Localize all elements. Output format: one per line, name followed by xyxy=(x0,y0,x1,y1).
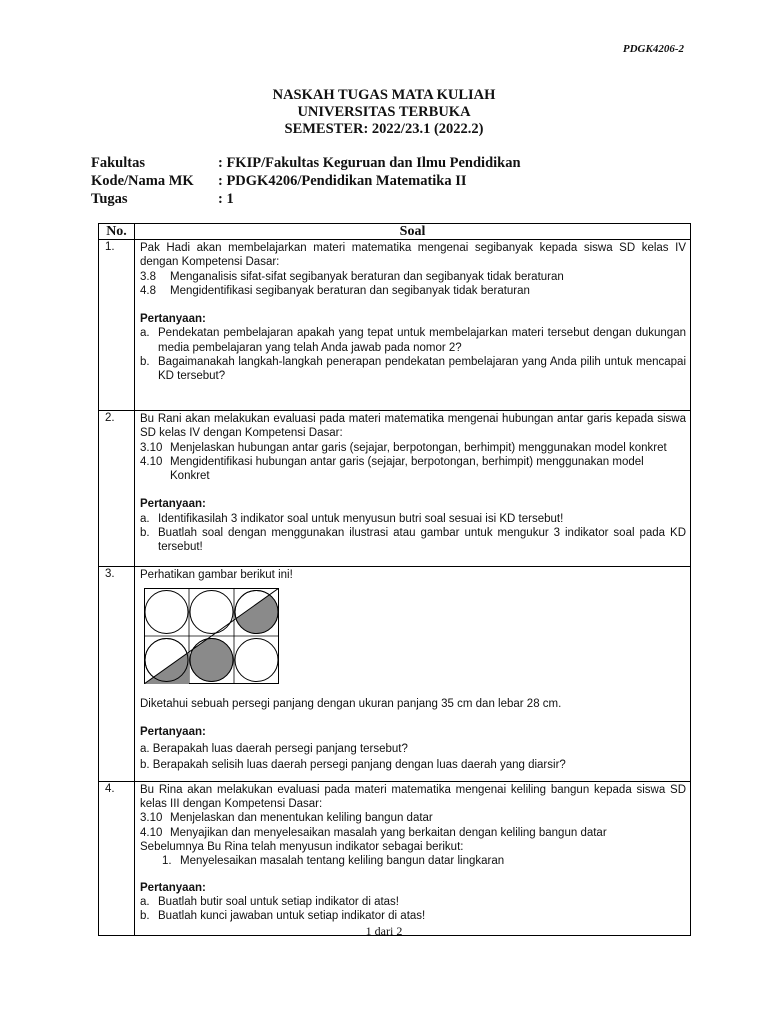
kd-item xyxy=(140,811,686,825)
kd-text: Mengidentifikasi hubungan antar garis (sejajar, berpotongan, berhimpit) menggunakan model Konkret xyxy=(170,455,644,483)
list-item xyxy=(140,355,686,384)
list-marker: a. xyxy=(140,512,150,525)
list-text: Bagaimanakah langkah-langkah penerapan pendekatan pembelajaran yang Anda pilih untuk mencapai KD tersebut? xyxy=(158,356,686,383)
kd-text: Mengidentifikasi segibanyak beraturan dan segibanyak tidak beraturan xyxy=(170,284,530,297)
info-key: Kode/Nama MK xyxy=(91,173,194,189)
document-title xyxy=(0,87,768,138)
question-intro: Perhatikan gambar berikut ini! xyxy=(140,569,293,581)
list-marker: a. xyxy=(140,327,150,340)
list-item xyxy=(140,909,686,923)
circle xyxy=(190,591,233,634)
circle xyxy=(145,591,188,634)
list-item xyxy=(140,895,686,909)
kd-text: Menyajikan dan menyelesaikan masalah yang berkaitan dengan keliling bangun datar xyxy=(170,826,607,839)
list-marker: b. xyxy=(140,356,150,369)
question-2 xyxy=(135,411,691,567)
shaded-circles-figure xyxy=(144,588,686,688)
list-text: Buatlah soal dengan menggunakan ilustrasi atau gambar untuk mengukur 3 indikator soal pada KD tersebut! xyxy=(158,527,686,554)
list-item xyxy=(140,512,686,526)
page-number: 1 dari 2 xyxy=(365,924,403,938)
kd-item xyxy=(140,826,686,840)
list-marker: 1. xyxy=(162,855,172,868)
list-text: Menyelesaikan masalah tentang keliling bangun datar lingkaran xyxy=(180,855,505,868)
question-label: Pertanyaan: xyxy=(140,725,206,738)
info-key: Tugas xyxy=(91,191,128,207)
list-item: a. Berapakah luas daerah persegi panjang tersebut? xyxy=(140,743,408,756)
info-value: : 1 xyxy=(218,191,234,207)
info-row-assignment xyxy=(91,190,521,208)
list-text: Identifikasilah 3 indikator soal untuk menyusun butri soal sesuai isi KD tersebut! xyxy=(158,512,564,525)
question-label: Pertanyaan: xyxy=(140,881,206,894)
kd-text: Menjelaskan hubungan antar garis (sejajar, berpotongan, berhimpit) menggunakan model konkret xyxy=(170,441,667,454)
kd-text: Menjelaskan dan menentukan keliling bangun datar xyxy=(170,812,433,825)
list-marker: a. xyxy=(140,895,150,908)
questions-table xyxy=(98,223,691,936)
question-intro: Pak Hadi akan membelajarkan materi matematika mengenai segibanyak kepada siswa SD kelas IV dengan Kompetensi Dasar: xyxy=(140,242,686,269)
list-item: b. Berapakah selisih luas daerah persegi panjang dengan luas daerah yang diarsir? xyxy=(140,759,566,772)
title-line-3: SEMESTER: 2022/23.1 (2022.2) xyxy=(284,121,484,137)
kd-number: 3.10 xyxy=(140,812,163,825)
question-number: 4. xyxy=(99,781,135,935)
column-header-no: No. xyxy=(99,224,135,240)
table-row xyxy=(99,411,691,567)
kd-item xyxy=(140,441,686,455)
question-number: 1. xyxy=(99,240,135,411)
list-marker: b. xyxy=(140,527,150,540)
circle xyxy=(235,639,278,682)
question-3 xyxy=(135,567,691,782)
indicator-item xyxy=(140,854,686,868)
title-line-2: UNIVERSITAS TERBUKA xyxy=(297,104,471,120)
kd-number: 4.10 xyxy=(140,455,163,468)
list-item xyxy=(140,326,686,355)
list-text: Buatlah kunci jawaban untuk setiap indikator di atas! xyxy=(158,910,426,923)
kd-number: 4.10 xyxy=(140,826,163,839)
kd-number: 3.8 xyxy=(140,270,156,283)
kd-item xyxy=(140,270,686,284)
kd-number: 3.10 xyxy=(140,441,163,454)
question-label: Pertanyaan: xyxy=(140,313,206,326)
info-row-course xyxy=(91,172,521,190)
table-header-row xyxy=(99,224,691,240)
info-value: : PDGK4206/Pendidikan Matematika II xyxy=(218,173,467,189)
title-line-1: NASKAH TUGAS MATA KULIAH xyxy=(272,87,496,103)
question-number: 2. xyxy=(99,411,135,567)
table-row xyxy=(99,567,691,782)
question-4 xyxy=(135,781,691,935)
question-intro: Bu Rani akan melakukan evaluasi pada materi matematika mengenai hubungan antar garis kepada siswa SD kelas IV dengan Kompetensi Dasar: xyxy=(140,413,686,440)
table-row xyxy=(99,781,691,935)
circles-grid-diagram xyxy=(144,588,279,684)
column-header-soal: Soal xyxy=(135,224,691,240)
table-row xyxy=(99,240,691,411)
question-given: Diketahui sebuah persegi panjang dengan ukuran panjang 35 cm dan lebar 28 cm. xyxy=(140,697,562,710)
list-marker: b. xyxy=(140,910,150,923)
question-label: Pertanyaan: xyxy=(140,498,206,511)
question-1 xyxy=(135,240,691,411)
list-text: Pendekatan pembelajaran apakah yang tepat untuk membelajarkan materi tersebut dengan dukungan media pembelajaran yang telah Anda jawab pada nomor 2? xyxy=(158,327,686,354)
kd-item xyxy=(140,284,686,298)
list-text: Buatlah butir soal untuk setiap indikator di atas! xyxy=(158,895,400,908)
question-intro: Bu Rina akan melakukan evaluasi pada materi matematika mengenai keliling bangun kepada siswa SD kelas III dengan Kompetensi Dasar: xyxy=(140,783,686,811)
kd-text: Menganalisis sifat-sifat segibanyak beraturan dan segibanyak tidak beraturan xyxy=(170,270,564,283)
kd-number: 4.8 xyxy=(140,284,156,297)
list-item xyxy=(140,526,686,555)
info-key: Fakultas xyxy=(91,155,145,171)
info-row-faculty xyxy=(91,154,521,172)
kd-item xyxy=(140,455,686,484)
document-code: PDGK4206-2 xyxy=(622,43,684,55)
info-value: : FKIP/Fakultas Keguruan dan Ilmu Pendidikan xyxy=(218,155,521,171)
question-note: Sebelumnya Bu Rina telah menyusun indikator sebagai berikut: xyxy=(140,840,464,853)
course-info xyxy=(91,154,521,208)
question-number: 3. xyxy=(99,567,135,782)
